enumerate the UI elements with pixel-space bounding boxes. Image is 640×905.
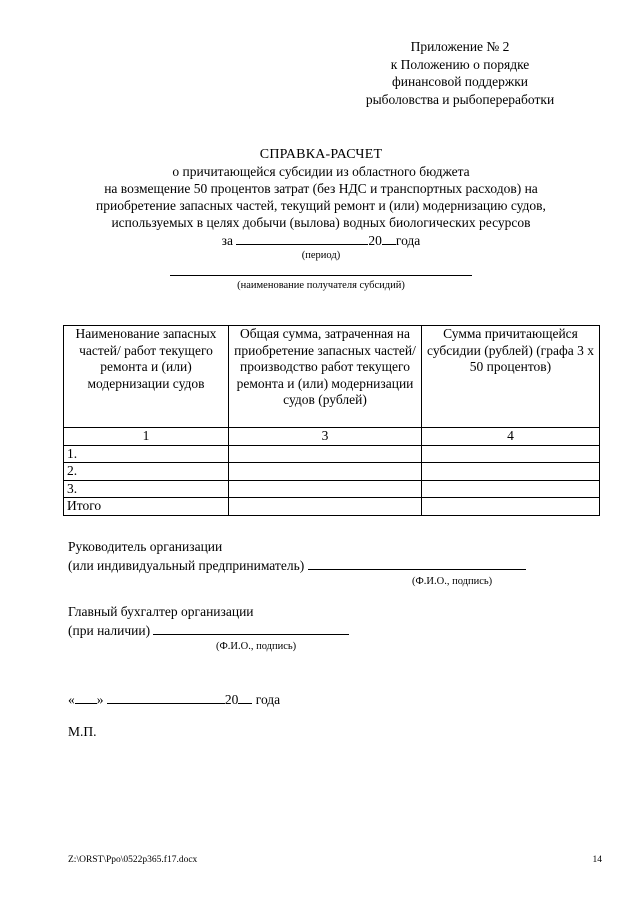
period-line	[40, 231, 602, 249]
stamp-placeholder: М.П.	[68, 724, 97, 739]
period-year-blank	[382, 231, 396, 245]
head-signature-block	[68, 538, 526, 588]
table-header-cell: Наименование запасных частей/ работ текущего ремонта и (или) модернизации судов	[64, 326, 229, 428]
appendix-line: рыболовства и рыбопереработки	[365, 91, 555, 107]
row-total[interactable]	[229, 498, 422, 516]
calculation-table	[63, 325, 600, 516]
subtitle-line: приобретение запасных частей, текущий ремонт и (или) модернизацию судов,	[96, 198, 546, 213]
row-name: 2.	[64, 463, 229, 481]
recipient-hint: (наименование получателя субсидий)	[237, 280, 405, 291]
table-header-cell: Сумма причитающейся субсидии (рублей) (графа 3 х 50 процентов)	[422, 326, 600, 428]
footer-page-number: 14	[592, 855, 602, 865]
row-total[interactable]	[229, 445, 422, 463]
date-year-blank[interactable]	[238, 690, 252, 704]
accountant-signature-block	[68, 603, 349, 653]
appendix-block	[330, 38, 590, 108]
row-name: Итого	[64, 498, 229, 516]
date-year-prefix: 20	[224, 692, 239, 707]
appendix-line: финансовой поддержки	[392, 74, 528, 89]
head-title-line2: (или индивидуальный предприниматель)	[68, 558, 305, 573]
subtitle-line: используемых в целях добычи (вылова) водных биологических ресурсов	[111, 215, 531, 230]
period-prefix: за	[221, 233, 233, 248]
date-close-quote: »	[96, 692, 104, 707]
subtitle-line: о причитающейся субсидии из областного бюджета	[172, 164, 470, 179]
accountant-signature-hint: (Ф.И.О., подпись)	[216, 641, 297, 652]
table-row	[64, 445, 600, 463]
accountant-title-line: Главный бухгалтер организации	[68, 604, 254, 619]
row-subsidy[interactable]	[422, 480, 600, 498]
subtitle-line: на возмещение 50 процентов затрат (без НДС и транспортных расходов) на	[104, 181, 538, 196]
column-number: 4	[422, 428, 600, 446]
column-number-row	[64, 428, 600, 446]
period-hint: (период)	[301, 250, 341, 261]
head-title-line: Руководитель организации	[68, 539, 223, 554]
row-name: 1.	[64, 445, 229, 463]
period-suffix: года	[395, 233, 421, 248]
recipient-blank	[170, 275, 472, 276]
row-subsidy[interactable]	[422, 463, 600, 481]
row-total[interactable]	[229, 463, 422, 481]
row-subsidy[interactable]	[422, 445, 600, 463]
date-open-quote: «	[68, 692, 75, 707]
table-row-total	[64, 498, 600, 516]
head-signature-blank[interactable]	[308, 556, 526, 570]
accountant-title-line2: (при наличии)	[68, 623, 151, 638]
table-row	[64, 463, 600, 481]
column-number: 1	[64, 428, 229, 446]
title-block	[40, 146, 602, 292]
table-row	[64, 480, 600, 498]
date-month-blank[interactable]	[107, 690, 225, 704]
head-sign-line	[68, 556, 526, 575]
date-line	[68, 690, 280, 708]
column-number: 3	[229, 428, 422, 446]
footer-file-path: Z:\ORST\Ppo\0522p365.f17.docx	[68, 855, 198, 865]
accountant-sign-line	[68, 621, 349, 640]
row-subsidy[interactable]	[422, 498, 600, 516]
date-day-blank[interactable]	[75, 690, 97, 704]
date-year-suffix: года	[255, 692, 281, 707]
table-header-cell: Общая сумма, затраченная на приобретение запасных частей/производство работ текущего ремонта и (или) модернизации судов (рублей)	[229, 326, 422, 428]
accountant-signature-blank[interactable]	[153, 621, 349, 635]
appendix-line: к Положению о порядке	[390, 56, 530, 72]
row-name: 3.	[64, 480, 229, 498]
document-title: СПРАВКА-РАСЧЕТ	[259, 147, 383, 162]
head-signature-hint: (Ф.И.О., подпись)	[412, 576, 493, 587]
period-blank	[236, 231, 368, 245]
period-year-prefix: 20	[368, 233, 382, 248]
appendix-line: Приложение № 2	[410, 39, 510, 54]
row-total[interactable]	[229, 480, 422, 498]
